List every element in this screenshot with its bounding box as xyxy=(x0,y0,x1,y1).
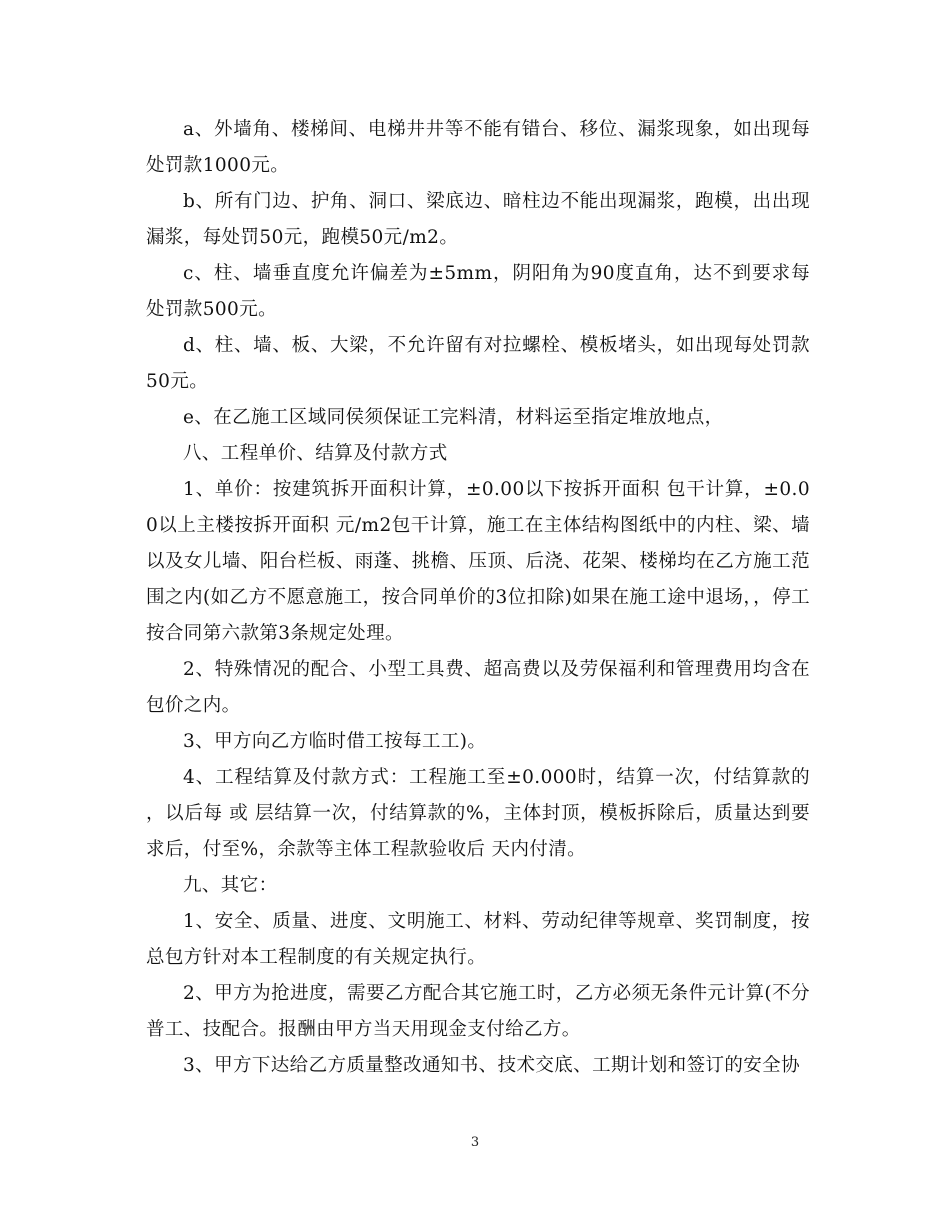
section-8-item-2-paragraph: 2、特殊情况的配合、小型工具费、超高费以及劳保福利和管理费用均含在包价之内。 xyxy=(146,659,810,716)
document-body xyxy=(146,112,810,1084)
clause-b-paragraph: b、所有门边、护角、洞口、梁底边、暗柱边不能出现漏浆，跑模，出出现漏浆，每处罚50元，跑模50元/m2。 xyxy=(146,191,810,248)
section-9-heading: 九、其它： xyxy=(183,875,278,896)
section-8-item-1-paragraph: 1、单价：按建筑拆开面积计算，±0.00以下按拆开面积 包干计算，±0.00以上主楼按拆开面积 元/m2包干计算，施工在主体结构图纸中的内柱、梁、墙以及女儿墙、阳台栏板、雨蓬、挑檐、压顶、后浇、花架、楼梯均在乙方施工范围之内(如乙方不愿意施工，按合同单价的3位扣除)如果在施工途中退场，，停工按合同第六款第3条规定处理。 xyxy=(146,479,810,644)
section-8-heading: 八、工程单价、结算及付款方式 xyxy=(183,443,448,464)
section-9-item-2-paragraph: 2、甲方为抢进度，需要乙方配合其它施工时，乙方必须无条件元计算(不分普工、技配合。报酬由甲方当天用现金支付给乙方。 xyxy=(146,983,810,1040)
section-8-item-3-paragraph: 3、甲方向乙方临时借工按每工工)。 xyxy=(183,731,487,752)
clause-e-paragraph: e、在乙施工区域同侯须保证工完料清，材料运至指定堆放地点， xyxy=(183,407,724,428)
section-8-item-4-paragraph: 4、工程结算及付款方式：工程施工至±0.000时，结算一次，付结算款的 ，以后每 或 层结算一次，付结算款的%，主体封顶，模板拆除后，质量达到要求后，付至%，余款等主体工程款验收后 天内付清。 xyxy=(146,767,810,860)
page-number: 3 xyxy=(470,1135,480,1150)
section-9-item-1-paragraph: 1、安全、质量、进度、文明施工、材料、劳动纪律等规章、奖罚制度，按总包方针对本工程制度的有关规定执行。 xyxy=(146,911,810,968)
clause-a-paragraph: a、外墙角、楼梯间、电梯井井等不能有错台、移位、漏浆现象，如出现每处罚款1000元。 xyxy=(146,119,810,176)
section-9-item-3-paragraph: 3、甲方下达给乙方质量整改通知书、技术交底、工期计划和签订的安全协 xyxy=(183,1055,800,1076)
clause-d-paragraph: d、柱、墙、板、大梁，不允许留有对拉螺栓、模板堵头，如出现每处罚款50元。 xyxy=(146,335,810,392)
clause-c-paragraph: c、柱、墙垂直度允许偏差为±5mm，阴阳角为90度直角，达不到要求每处罚款500元。 xyxy=(146,263,810,320)
